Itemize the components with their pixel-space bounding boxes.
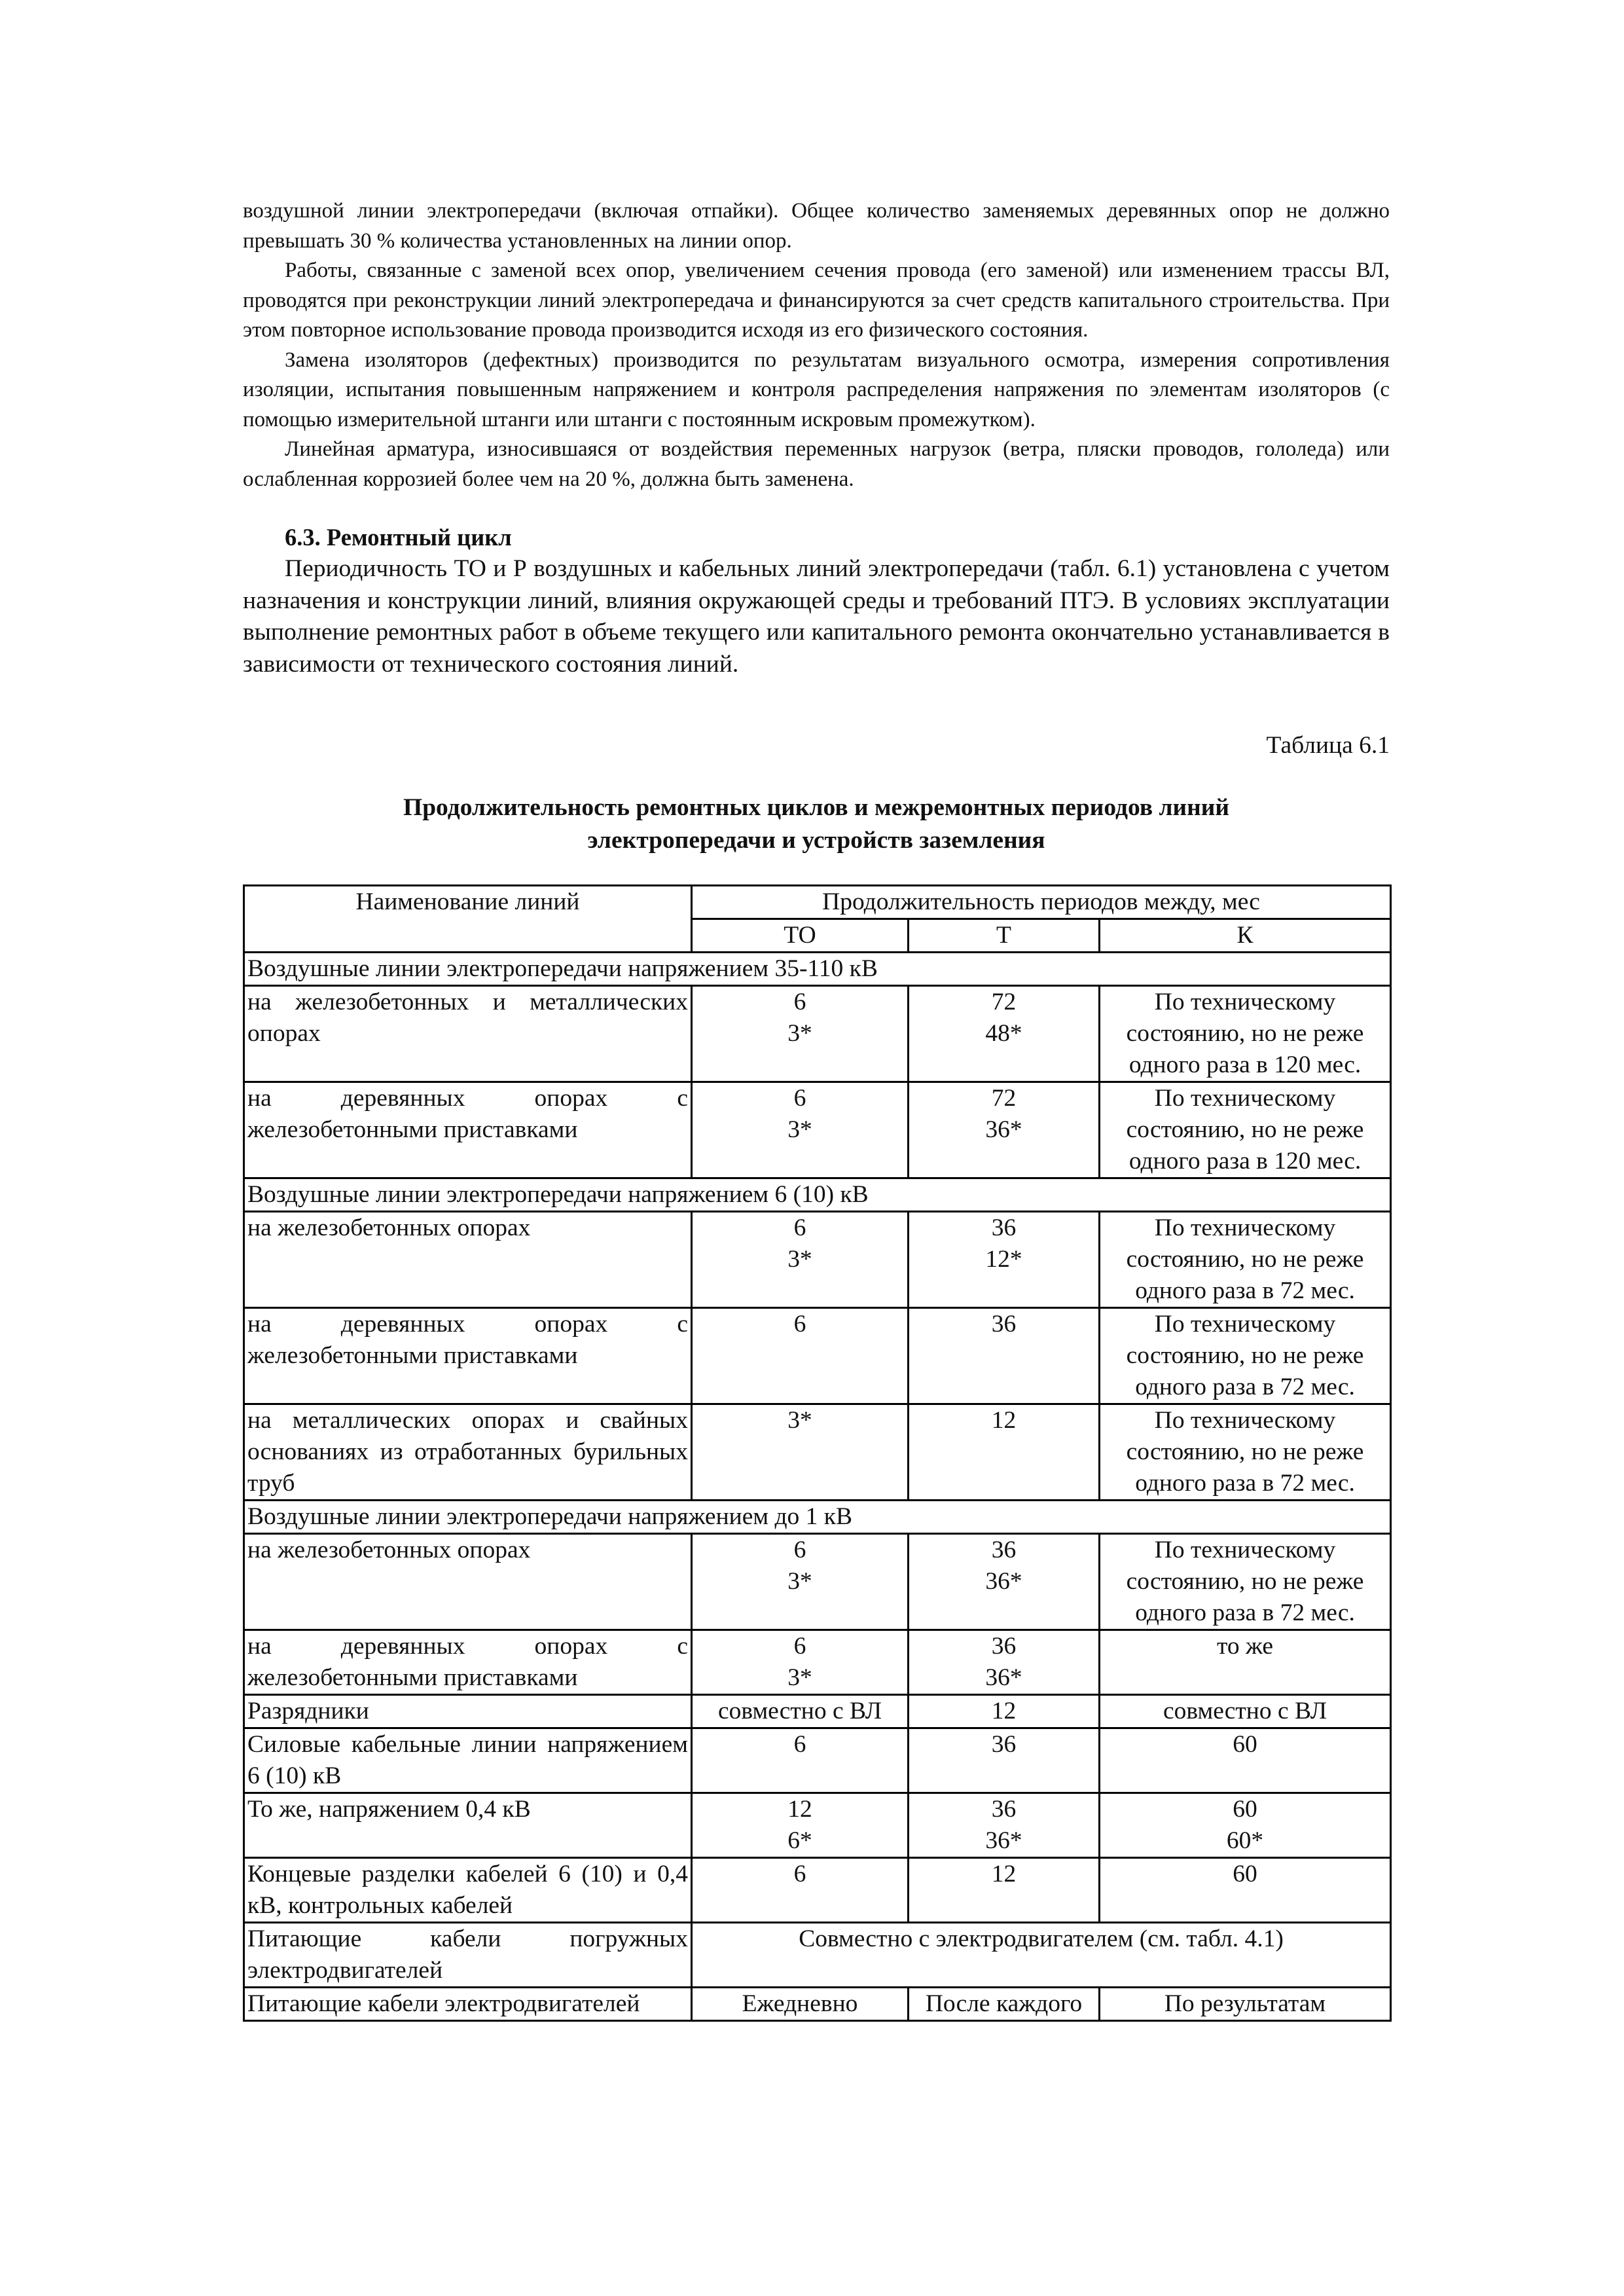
row-name: То же, напряжением 0,4 кВ bbox=[244, 1793, 692, 1858]
table-caption bbox=[243, 792, 1390, 857]
row-k: По техническому состоянию, но не реже одного раза в 72 мес. bbox=[1100, 1308, 1391, 1404]
row-to: 6 bbox=[692, 1858, 909, 1923]
row-k: 60 bbox=[1100, 1858, 1391, 1923]
row-to: 6 3* bbox=[692, 1630, 909, 1695]
row-name: на деревянных опорах с железобетонными приставками bbox=[244, 1082, 692, 1178]
row-to: 6 bbox=[692, 1308, 909, 1404]
row-k: По техническому состоянию, но не реже одного раза в 72 мес. bbox=[1100, 1534, 1391, 1630]
document-page bbox=[243, 196, 1390, 2022]
row-t: 36 12* bbox=[909, 1212, 1100, 1308]
row-k: 60 bbox=[1100, 1728, 1391, 1793]
table-number: Таблица 6.1 bbox=[1266, 732, 1390, 759]
row-t: 36 36* bbox=[909, 1534, 1100, 1630]
row-name: Концевые разделки кабелей 6 (10) и 0,4 кВ, контрольных кабелей bbox=[244, 1858, 692, 1923]
row-t: 12 bbox=[909, 1404, 1100, 1501]
section-label: Воздушные линии электропередачи напряжением 35-110 кВ bbox=[244, 953, 1391, 986]
table-row bbox=[244, 1988, 1391, 2021]
row-name: на железобетонных опорах bbox=[244, 1534, 692, 1630]
row-k: По техническому состоянию, но не реже одного раза в 72 мес. bbox=[1100, 1212, 1391, 1308]
table-row bbox=[244, 1308, 1391, 1404]
row-merged: Совместно с электродвигателем (см. табл. 4.1) bbox=[692, 1923, 1391, 1988]
table-caption-line-2: электропередачи и устройств заземления bbox=[587, 827, 1045, 854]
table-row bbox=[244, 1858, 1391, 1923]
table-row bbox=[244, 1695, 1391, 1728]
paragraph-1: воздушной линии электропередачи (включая отпайки). Общее количество заменяемых деревянных опор не должно превышать 30 % количества установленных на линии опор. bbox=[243, 199, 1390, 253]
header-k: К bbox=[1100, 919, 1391, 953]
row-t: 36 36* bbox=[909, 1793, 1100, 1858]
header-to: ТО bbox=[692, 919, 909, 953]
table-row bbox=[244, 1404, 1391, 1501]
section-label: Воздушные линии электропередачи напряжением 6 (10) кВ bbox=[244, 1178, 1391, 1212]
row-name: на железобетонных опорах bbox=[244, 1212, 692, 1308]
maintenance-table bbox=[243, 884, 1392, 2022]
row-t: 12 bbox=[909, 1695, 1100, 1728]
row-t: 72 48* bbox=[909, 986, 1100, 1082]
row-name: Питающие кабели электродвигателей bbox=[244, 1988, 692, 2021]
paragraph-3: Замена изоляторов (дефектных) производится по результатам визуального осмотра, измерения сопротивления изоляции, испытания повышенным напряжением и контроля распределения напряжения по элементам изоляторов (с помощью измерительной штанги или штанги с постоянным искровым промежутком). bbox=[243, 348, 1390, 431]
table-row bbox=[244, 1923, 1391, 1988]
table-row bbox=[244, 1212, 1391, 1308]
header-t: Т bbox=[909, 919, 1100, 953]
row-k: то же bbox=[1100, 1630, 1391, 1695]
row-to: 12 6* bbox=[692, 1793, 909, 1858]
row-name: Питающие кабели погружных электродвигателей bbox=[244, 1923, 692, 1988]
row-k: По техническому состоянию, но не реже одного раза в 72 мес. bbox=[1100, 1404, 1391, 1501]
table-row bbox=[244, 1082, 1391, 1178]
row-to: 3* bbox=[692, 1404, 909, 1501]
row-name: на деревянных опорах с железобетонными приставками bbox=[244, 1308, 692, 1404]
row-k: По результатам bbox=[1100, 1988, 1391, 2021]
row-name: на металлических опорах и свайных основаниях из отработанных бурильных труб bbox=[244, 1404, 692, 1501]
row-to: 6 3* bbox=[692, 986, 909, 1082]
row-to: совместно с ВЛ bbox=[692, 1695, 909, 1728]
table-row bbox=[244, 1534, 1391, 1630]
section-paragraph: Периодичность ТО и Р воздушных и кабельных линий электропередачи (табл. 6.1) установлена с учетом назначения и конструкции линий, влияния окружающей среды и требований ПТЭ. В условиях эксплуатации выполнение ремонтных работ в объеме текущего или капитального ремонта окончательно устанавливается в зависимости от технического состояния линий. bbox=[243, 555, 1390, 678]
paragraph-2: Работы, связанные с заменой всех опор, увеличением сечения провода (его заменой) или изменением трассы ВЛ, проводятся при реконструкции линий электропередача и финансируются за счет средств капитального строительства. При этом повторное использование провода производится исходя из его физического состояния. bbox=[243, 259, 1390, 342]
row-t: 36 bbox=[909, 1728, 1100, 1793]
row-to: Ежедневно bbox=[692, 1988, 909, 2021]
row-to: 6 bbox=[692, 1728, 909, 1793]
section-heading: 6.3. Ремонтный цикл bbox=[285, 524, 512, 551]
row-t: 36 bbox=[909, 1308, 1100, 1404]
header-name: Наименование линий bbox=[244, 886, 692, 953]
section-row bbox=[244, 1501, 1391, 1534]
table-caption-line-1: Продолжительность ремонтных циклов и межремонтных периодов линий bbox=[403, 794, 1229, 821]
row-name: Силовые кабельные линии напряжением 6 (10) кВ bbox=[244, 1728, 692, 1793]
row-t: 36 36* bbox=[909, 1630, 1100, 1695]
row-k: совместно с ВЛ bbox=[1100, 1695, 1391, 1728]
header-row bbox=[244, 886, 1391, 919]
row-to: 6 3* bbox=[692, 1212, 909, 1308]
row-name: Разрядники bbox=[244, 1695, 692, 1728]
row-name: на железобетонных и металлических опорах bbox=[244, 986, 692, 1082]
row-k: По техническому состоянию, но не реже одного раза в 120 мес. bbox=[1100, 1082, 1391, 1178]
row-to: 6 3* bbox=[692, 1082, 909, 1178]
table-row bbox=[244, 1728, 1391, 1793]
row-to: 6 3* bbox=[692, 1534, 909, 1630]
table-row bbox=[244, 1630, 1391, 1695]
table-row bbox=[244, 1793, 1391, 1858]
section-row bbox=[244, 953, 1391, 986]
row-k: По техническому состоянию, но не реже одного раза в 120 мес. bbox=[1100, 986, 1391, 1082]
table-row bbox=[244, 986, 1391, 1082]
section-label: Воздушные линии электропередачи напряжением до 1 кВ bbox=[244, 1501, 1391, 1534]
row-k: 60 60* bbox=[1100, 1793, 1391, 1858]
header-group: Продолжительность периодов между, мес bbox=[692, 886, 1391, 919]
row-t: 72 36* bbox=[909, 1082, 1100, 1178]
row-t: После каждого bbox=[909, 1988, 1100, 2021]
paragraph-4: Линейная арматура, износившаяся от воздействия переменных нагрузок (ветра, пляски проводов, гололеда) или ослабленная коррозией более чем на 20 %, должна быть заменена. bbox=[243, 437, 1390, 491]
section-row bbox=[244, 1178, 1391, 1212]
row-t: 12 bbox=[909, 1858, 1100, 1923]
row-name: на деревянных опорах с железобетонными приставками bbox=[244, 1630, 692, 1695]
